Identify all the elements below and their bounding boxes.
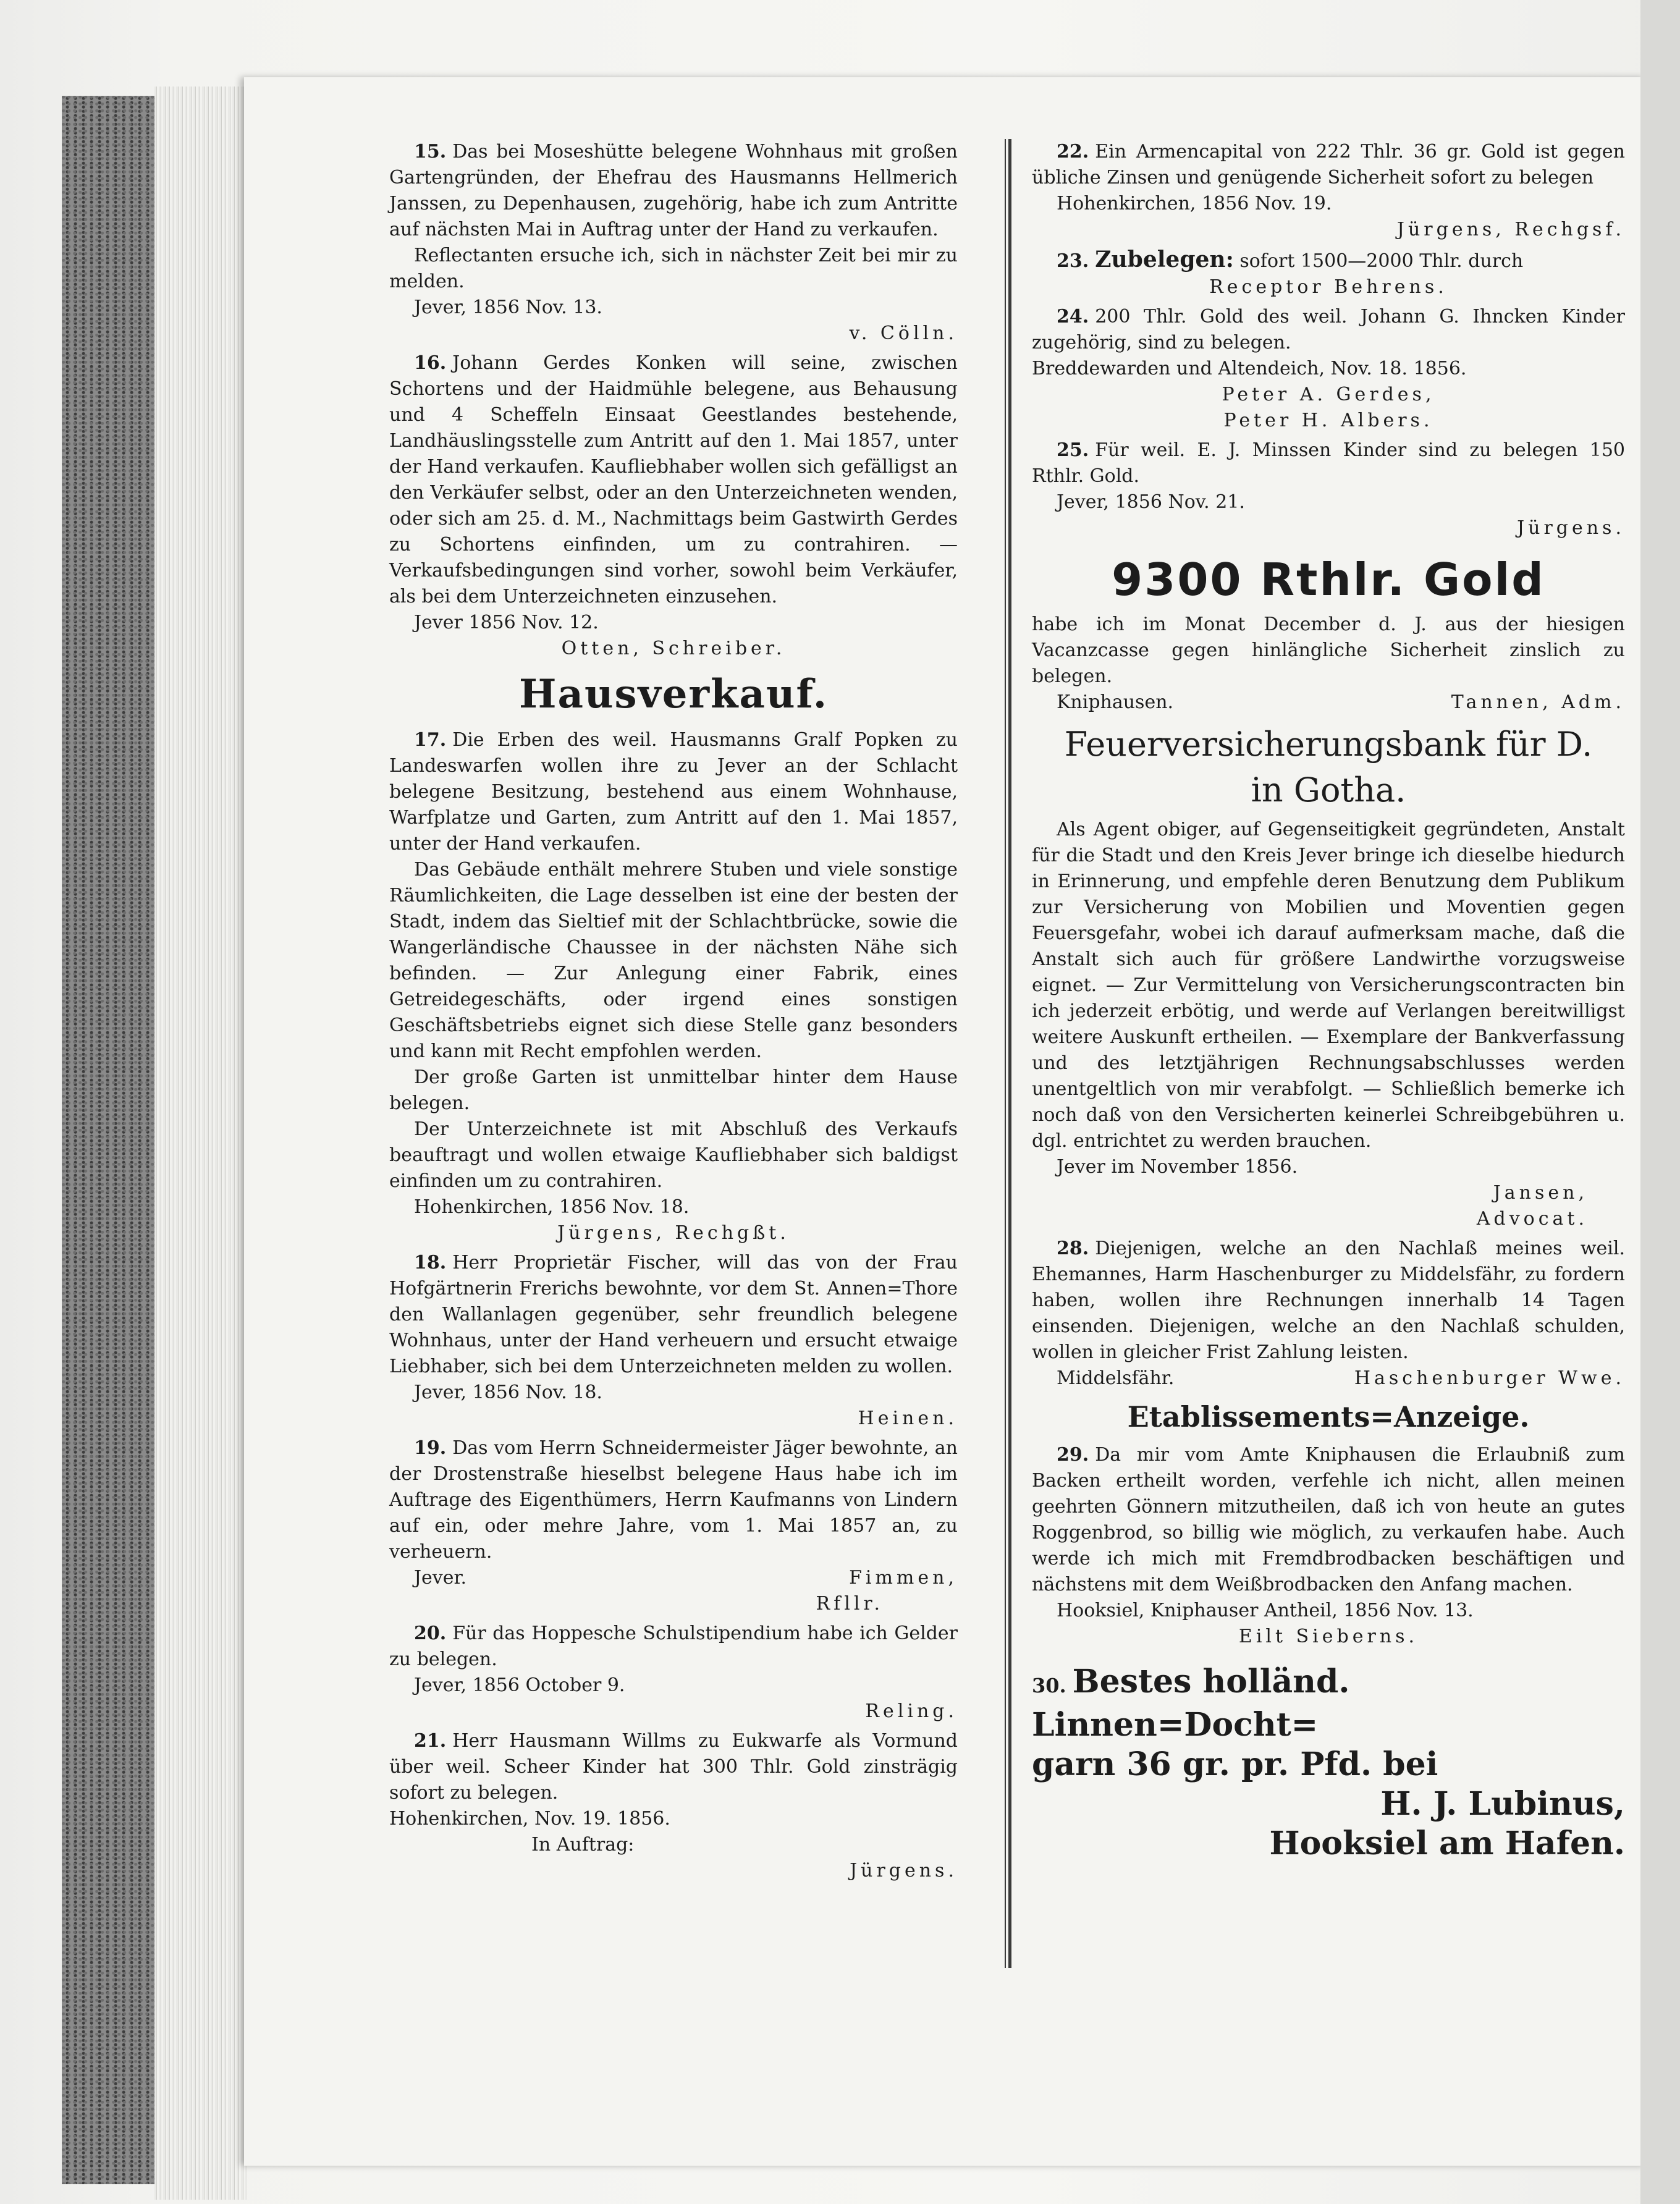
notice-signature: Jürgens. xyxy=(1517,517,1625,539)
notice-place-date: Jever, 1856 Nov. 21. xyxy=(1057,491,1245,513)
notice-signature: Haschenburger Wwe. xyxy=(1354,1367,1625,1389)
facing-page-strip xyxy=(1640,0,1680,2204)
notice-number: 18. xyxy=(414,1252,447,1273)
notice-20 xyxy=(389,1621,958,1725)
right-column xyxy=(1032,139,1625,1867)
notice-place: Jever. xyxy=(414,1567,467,1589)
notice-number: 30. xyxy=(1032,1674,1066,1697)
notice-signature: Fimmen, xyxy=(849,1567,958,1589)
notice-text: sofort 1500—2000 Thlr. durch xyxy=(1239,250,1524,272)
notice-text: Diejenigen, welche an den Nachlaß meines weil. Ehemannes, Harm Haschenburger zu Middelsfähr, zu fordern haben, wollen ihre Rechnungen innerhalb 14 Tagen einsenden. Diejenigen, welche an den Nachlaß schulden, wollen in gleicher Frist Zahlung leisten. xyxy=(1032,1238,1625,1363)
notice-23 xyxy=(1032,247,1625,300)
notice-signature-title: Advocat. xyxy=(1476,1208,1588,1230)
notice-15 xyxy=(389,139,958,347)
notice-number: 28. xyxy=(1057,1238,1089,1259)
notice-signature: Peter A. Gerdes, xyxy=(1222,384,1435,405)
notice-body xyxy=(1032,139,1625,191)
notice-footer xyxy=(1032,690,1625,716)
notice-24 xyxy=(1032,304,1625,434)
notice-signature: Tannen, Adm. xyxy=(1451,691,1625,713)
notice-30 xyxy=(1032,1662,1625,1864)
notice-number: 17. xyxy=(414,729,447,751)
notice-body xyxy=(389,1250,958,1380)
notice-place-date: Hohenkirchen, 1856 Nov. 19. xyxy=(1057,193,1332,214)
ad-line-2: garn 36 gr. pr. Pfd. bei xyxy=(1032,1746,1438,1783)
notice-number: 25. xyxy=(1057,439,1089,461)
left-column xyxy=(389,139,958,1888)
notice-21 xyxy=(389,1728,958,1884)
notice-number: 19. xyxy=(414,1437,447,1459)
notice-number: 22. xyxy=(1057,141,1089,163)
heading-gold-amount: 9300 Rthlr. Gold xyxy=(1112,554,1545,606)
notice-text: Für weil. E. J. Minssen Kinder sind zu belegen 150 Rthlr. Gold. xyxy=(1032,439,1625,487)
notice-number: 29. xyxy=(1057,1444,1089,1466)
notice-signature: Receptor Behrens. xyxy=(1209,276,1448,298)
notice-signature: v. Cölln. xyxy=(849,323,958,344)
notice-signature: Heinen. xyxy=(858,1408,958,1429)
notice-signature-title: Rfllr. xyxy=(816,1593,884,1615)
notice-body xyxy=(389,727,958,857)
page-edges xyxy=(154,87,247,2200)
notice-signature: Eilt Sieberns. xyxy=(1238,1626,1419,1647)
notice-number: 21. xyxy=(414,1730,447,1752)
notice-place-date: Jever 1856 Nov. 12. xyxy=(414,612,599,633)
ad-line-3: H. J. Lubinus, xyxy=(1380,1785,1625,1823)
notice-text: Johann Gerdes Konken will seine, zwischen Schortens und der Haidmühle belegene, aus Behausung und 4 Scheffeln Einsaat Geestlandes bestehende, Landhäuslingsstelle zum Antritt auf den 1. Mai 1857, unter der Hand verkaufen. Kaufliebhaber wollen sich gefälligst an den Verkäufer selbst, oder an den Unterzeichneten wenden, oder sich am 25. d. M., Nachmittags beim Gastwirth Gerdes zu Schortens einfinden, um zu contrahiren. — Verkaufsbedingungen sind vorher, sowohl beim Verkäufer, als bei dem Unterzeichneten einzusehen. xyxy=(389,352,958,607)
notice-place-date: Breddewarden und Altendeich, Nov. 18. 1856. xyxy=(1032,358,1467,379)
notice-place-date: Jever, 1856 Nov. 13. xyxy=(414,297,602,318)
notice-text: Herr Proprietär Fischer, will das von der Frau Hofgärtnerin Frerichs bewohnte, vor dem St. Annen=Thore den Wallanlagen gegenüber, sehr freundlich belegene Wohnhaus, unter der Hand verheuern und ersucht etwaige Liebhaber, sich bei dem Unterzeichneten melden zu wollen. xyxy=(389,1252,958,1377)
notice-body: habe ich im Monat December d. J. aus der hiesigen Vacanzcasse gegen hinlängliche Sicherheit zinslich zu belegen. xyxy=(1032,614,1625,687)
notice-27 xyxy=(1032,817,1625,1232)
ad-line-4: Hooksiel am Hafen. xyxy=(1269,1825,1625,1862)
notice-body xyxy=(389,1728,958,1806)
notice-text: Ein Armencapital von 222 Thlr. 36 gr. Gold ist gegen übliche Zinsen und genügende Sicherheit sofort zu belegen xyxy=(1032,141,1625,188)
notice-signature: Jürgens, Rechgßt. xyxy=(557,1222,790,1244)
notice-place: Kniphausen. xyxy=(1057,691,1174,713)
notice-signature: Jürgens. xyxy=(850,1860,958,1881)
notice-signature: Otten, Schreiber. xyxy=(561,638,786,659)
notice-signature: Reling. xyxy=(865,1700,958,1722)
notice-signature: Jansen, xyxy=(1493,1182,1588,1204)
notice-29 xyxy=(1032,1442,1625,1650)
ad-line-1 xyxy=(1032,1662,1625,1745)
notice-body xyxy=(1032,1236,1625,1366)
notice-place-date: Jever im November 1856. xyxy=(1057,1156,1298,1178)
notice-signature-2: Peter H. Albers. xyxy=(1223,410,1433,431)
notice-body-2: Das Gebäude enthält mehrere Stuben und viele sonstige Räumlichkeiten, die Lage desselben ist eine der besten der Stadt, indem das Sieltief mit der Schlachtbrücke, sowie die Wangerländische Chaussee in der nächsten Nähe sich befinden. — Zur Anlegung einer Fabrik, eines Getreidegeschäfts, oder irgend eines sonstigen Geschäftsbetriebs eignet sich diese Stelle ganz besonders und kann mit Recht empfohlen werden. xyxy=(389,859,958,1062)
notice-text: Das vom Herrn Schneidermeister Jäger bewohnte, an der Drostenstraße hieselbst belegene Haus habe ich im Auftrage des Eigenthümers, Herrn Kaufmanns von Lindern auf ein, oder mehre Jahre, vom 1. Mai 1857 an, zu verheuern. xyxy=(389,1437,958,1563)
notice-17 xyxy=(389,727,958,1246)
column-rule-thick xyxy=(1008,139,1011,1968)
notice-body-4: Der Unterzeichnete ist mit Abschluß des Verkaufs beauftragt und wollen etwaige Kaufliebhaber sich baldigst einfinden um zu contrahiren. xyxy=(389,1118,958,1192)
heading-etablissements: Etablissements=Anzeige. xyxy=(1127,1400,1530,1433)
notice-text: Da mir vom Amte Kniphausen die Erlaubniß zum Backen ertheilt worden, verfehle ich nicht, allen meinen geehrten Gönnern mitzutheilen, daß ich von heute an gutes Roggenbrod, so billig wie möglich, zu verkaufen habe. Auch werde ich mich mit Fremdbrodbacken beschäftigen und nächstens mit dem Weißbrodbacken den Anfang machen. xyxy=(1032,1444,1625,1595)
notice-body xyxy=(389,1621,958,1673)
notice-place-date: Hohenkirchen, 1856 Nov. 18. xyxy=(414,1196,690,1218)
notice-text: Herr Hausmann Willms zu Eukwarfe als Vormund über weil. Scheer Kinder hat 300 Thlr. Gold zinsträgig sofort zu belegen. xyxy=(389,1730,958,1804)
notice-19 xyxy=(389,1435,958,1617)
notice-18 xyxy=(389,1250,958,1432)
notice-body-2: Reflectanten ersuche ich, sich in nächster Zeit bei mir zu melden. xyxy=(389,245,958,292)
notice-body xyxy=(389,350,958,610)
heading-hausverkauf: Hausverkauf. xyxy=(519,671,828,717)
heading-line-1: Feuerversicherungsbank für D. xyxy=(1064,725,1593,764)
notice-footer xyxy=(389,1565,958,1591)
notice-16 xyxy=(389,350,958,662)
notice-body xyxy=(1032,247,1625,274)
notice-22 xyxy=(1032,139,1625,243)
marbled-book-edge xyxy=(62,96,154,2184)
notice-body: Als Agent obiger, auf Gegenseitigkeit gegründeten, Anstalt für die Stadt und den Kreis Jever bringe ich dieselbe hiedurch in Erinnerung, und empfehle deren Benutzung dem Publikum zur Versicherung von Mobilien und Moventien gegen Feuersgefahr, wobei ich darauf aufmerksam mache, daß die Anstalt sich auch für größere Landwirthe vorzugsweise eignet. — Zur Vermittelung von Versicherungscontracten bin ich jederzeit erbötig, und werde auf Verlangen bereitwilligst weitere Auskunft ertheilen. — Exemplare der Bankverfassung und des letztjährigen Rechnungsabschlusses werden unentgeltlich von mir verabfolgt. — Schließlich bemerke ich noch daß von den Versicherten keinerlei Schreibgebühren u. dgl. entrichtet zu werden brauchen. xyxy=(1032,819,1625,1152)
notice-signature: Jürgens, Rechgsf. xyxy=(1396,219,1625,240)
notice-number: 20. xyxy=(414,1623,447,1644)
heading-line-2: in Gotha. xyxy=(1251,771,1406,809)
notice-number: 16. xyxy=(414,352,447,374)
notice-in-auftrag: In Auftrag: xyxy=(531,1834,635,1856)
heading-feuerversicherung xyxy=(1032,722,1625,813)
notice-place-date: Jever, 1856 Nov. 18. xyxy=(414,1382,602,1403)
notice-body xyxy=(1032,304,1625,356)
notice-text: Die Erben des weil. Hausmanns Gralf Popken zu Landeswarfen wollen ihre zu Jever an der Schlacht belegene Besitzung, bestehend aus einem Wohnhause, Warfplatze und Garten, zum Antritt auf den 1. Mai 1857, unter der Hand verkaufen. xyxy=(389,729,958,855)
notice-28 xyxy=(1032,1236,1625,1391)
notice-text: Für das Hoppesche Schulstipendium habe ich Gelder zu belegen. xyxy=(389,1623,958,1670)
notice-body-3: Der große Garten ist unmittelbar hinter dem Hause belegen. xyxy=(389,1066,958,1114)
notice-number: 15. xyxy=(414,141,447,163)
column-rule xyxy=(1005,139,1006,1968)
notice-body xyxy=(389,139,958,243)
notice-25 xyxy=(1032,437,1625,541)
notice-label: Zubelegen: xyxy=(1095,247,1234,272)
notice-place: Middelsfähr. xyxy=(1057,1367,1175,1389)
notice-body xyxy=(389,1435,958,1565)
notice-number: 24. xyxy=(1057,306,1089,327)
notice-text: Das bei Moseshütte belegene Wohnhaus mit großen Gartengründen, der Ehefrau des Hausmanns Hellmerich Janssen, zu Depenhausen, zugehörig, habe ich zum Antritte auf nächsten Mai in Auftrag unter der Hand zu verkaufen. xyxy=(389,141,958,240)
notice-footer xyxy=(1032,1366,1625,1391)
notice-text: 200 Thlr. Gold des weil. Johann G. Ihncken Kinder zugehörig, sind zu belegen. xyxy=(1032,306,1625,353)
notice-place-date: Hooksiel, Kniphauser Antheil, 1856 Nov. 13. xyxy=(1057,1600,1474,1621)
notice-place-date: Jever, 1856 October 9. xyxy=(414,1674,625,1696)
notice-26 xyxy=(1032,612,1625,716)
notice-number: 23. xyxy=(1057,250,1089,272)
notice-body xyxy=(1032,437,1625,489)
notice-body xyxy=(1032,1442,1625,1598)
notice-place-date: Hohenkirchen, Nov. 19. 1856. xyxy=(389,1808,670,1830)
ad-text: Bestes holländ. Linnen=Docht= xyxy=(1032,1663,1350,1744)
